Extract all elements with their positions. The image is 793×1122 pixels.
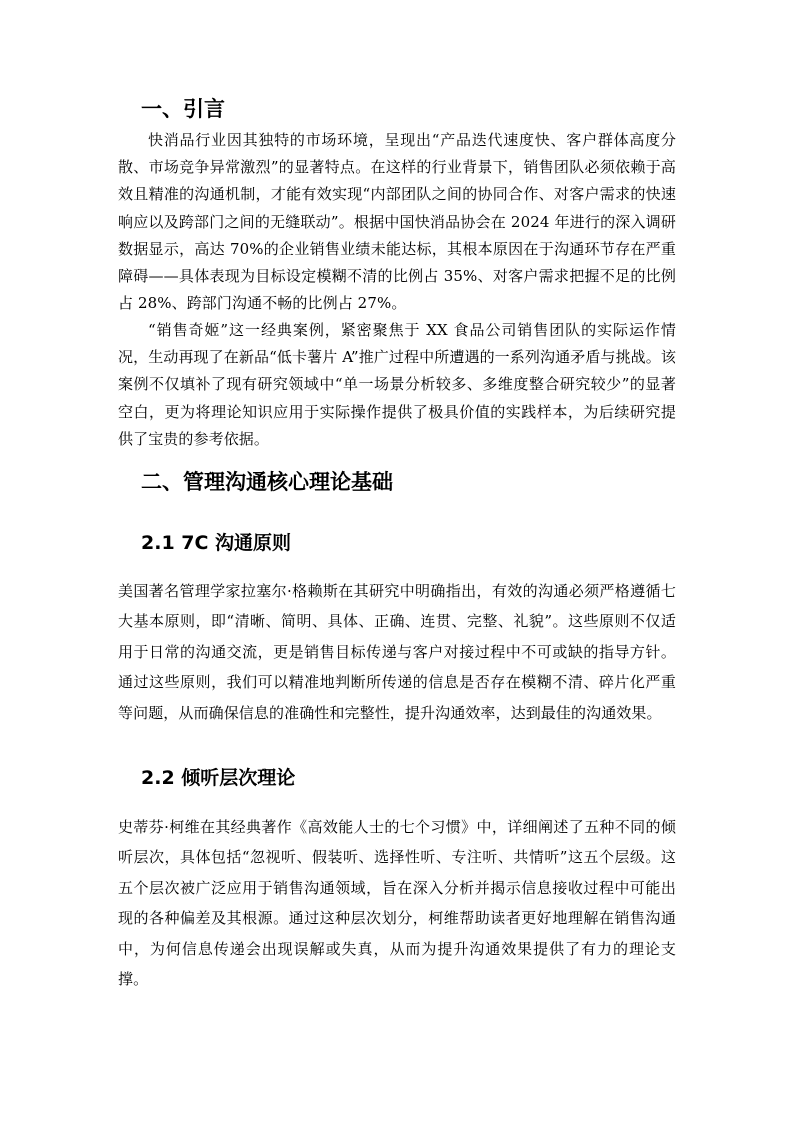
intro-paragraph-2: “销售奇姬”这一经典案例，紧密聚焦于 XX 食品公司销售团队的实际运作情况，生动再现了在新品“低卡薯片 A”推广过程中所遭遇的一系列沟通矛盾与挑战。该案例不仅填补了现有研究领域中“单一场景分析较多、多维度整合研究较少”的显著空白，更为将理论知识应用于实际操作提供了极具价值的实践样本，为后续研究提供了宝贵的参考依据。 xyxy=(118,321,676,448)
section-heading-theory: 二、管理沟通核心理论基础 xyxy=(141,470,393,494)
intro-paragraph-1: 快消品行业因其独特的市场环境，呈现出“产品迭代速度快、客户群体高度分散、市场竞争异常激烈”的显著特点。在这样的行业背景下，销售团队必须依赖于高效且精准的沟通机制，才能有效实现“内部团队之间的协同合作、对客户需求的快速响应以及跨部门之间的无缝联动”。根据中国快消品协会在 2024 年进行的深入调研数据显示，高达 70%的企业销售业绩未能达标，其根本原因在于沟通环节存在严重障碍——具体表现为目标设定模糊不清的比例占 35%、对客户需求把握不足的比例占 28%、跨部门沟通不畅的比例占 27%。 xyxy=(118,131,676,313)
subsection-heading-7c: 2.1 7C 沟通原则 xyxy=(141,532,292,554)
subsection-heading-listening: 2.2 倾听层次理论 xyxy=(141,767,296,789)
paragraph-listening-levels: 史蒂芬·柯维在其经典著作《高效能人士的七个习惯》中，详细阐述了五种不同的倾听层次，具体包括“忽视听、假装听、选择性听、专注听、共情听”这五个层级。这五个层次被广泛应用于销售沟通领域，旨在深入分析并揭示信息接收过程中可能出现的各种偏差及其根源。通过这种层次划分，柯维帮助读者更好地理解在销售沟通中，为何信息传递会出现误解或失真，从而为提升沟通效果提供了有力的理论支撑。 xyxy=(118,818,676,989)
paragraph-7c-principles: 美国著名管理学家拉塞尔·格赖斯在其研究中明确指出，有效的沟通必须严格遵循七大基本原则，即“清晰、简明、具体、正确、连贯、完整、礼貌”。这些原则不仅适用于日常的沟通交流，更是销售目标传递与客户对接过程中不可或缺的指导方针。通过这些原则，我们可以精准地判断所传递的信息是否存在模糊不清、碎片化严重等问题，从而确保信息的准确性和完整性，提升沟通效率，达到最佳的沟通效果。 xyxy=(118,582,676,722)
section-heading-intro: 一、引言 xyxy=(141,97,225,121)
